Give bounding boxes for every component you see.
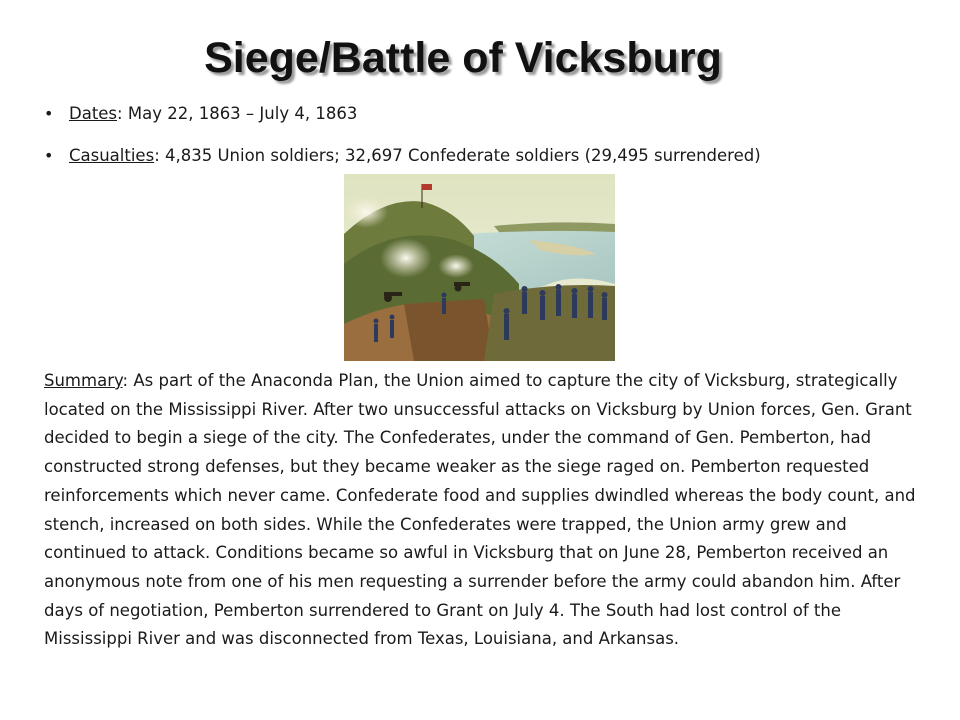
smoke-cloud	[438, 254, 474, 278]
bullet-dot: •	[44, 146, 54, 165]
earthworks	[404, 299, 494, 361]
bullet-casualties	[44, 142, 924, 169]
bullet-dot: •	[44, 104, 54, 123]
summary-text: : As part of the Anaconda Plan, the Union aimed to capture the city of Vicksburg, strategically located on the Mississippi River. After two unsuccessful attacks on Vicksburg by Union forces, Gen. Grant decided to begin a siege of the city. The Confederates, under the command of Gen. Pemberton, had constructed strong defenses, but they became weaker as the siege raged on. Pemberton requested reinforcements which never came. Confederate food and supplies dwindled whereas the body count, and stench, increased on both sides. While the Confederates were trapped, the Union army grew and continued to attack. Conditions became so awful in Vicksburg that on June 28, Pemberton received an anonymous note from one of his men requesting a surrender before the army could abandon him. After days of negotiation, Pemberton surrendered to Grant on July 4. The South had lost control of the Mississippi River and was disconnected from Texas, Louisiana, and Arkansas.	[44, 371, 916, 649]
battle-painting	[344, 174, 615, 361]
summary-paragraph	[44, 367, 934, 654]
bullet-dates	[44, 100, 924, 127]
casualties-text: : 4,835 Union soldiers; 32,697 Confederate soldiers (29,495 surrendered)	[154, 146, 761, 165]
summary-label: Summary	[44, 371, 123, 390]
slide-title: Siege/Battle of Vicksburg	[204, 34, 722, 82]
dates-label: Dates	[69, 104, 118, 123]
smoke-cloud	[380, 238, 432, 278]
ground	[484, 285, 615, 361]
flag	[422, 184, 432, 190]
bullet-list	[44, 100, 924, 184]
dates-text: : May 22, 1863 – July 4, 1863	[117, 104, 358, 123]
smoke-cloud	[344, 196, 388, 228]
casualties-label: Casualties	[69, 146, 155, 165]
